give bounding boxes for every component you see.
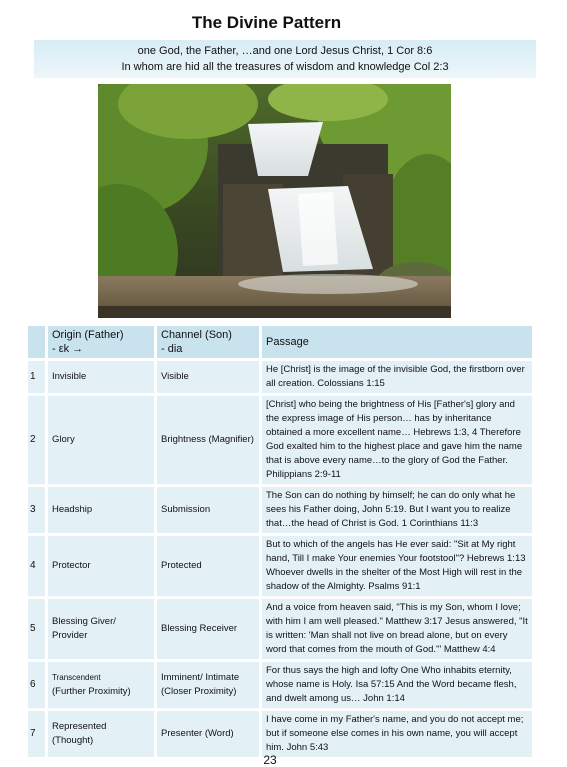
origin-cell [48,662,154,708]
row-number: 5 [28,599,45,659]
passage-cell: The Son can do nothing by himself; he can do only what he sees his Father doing, John 5:19. But I want you to realize that…the head of Christ is God. 1 Corinthians 11:3 [262,487,532,533]
channel-cell: Blessing Receiver [157,599,259,659]
passage-cell: For thus says the high and lofty One Who inhabits eternity, whose name is Holy. Isa 57:15 And the Word became flesh, and dwelt among us… John 1:14 [262,662,532,708]
header-channel-sub: - dia [161,343,183,355]
origin-cell: Headship [48,487,154,533]
waterfall-illustration [98,84,451,318]
origin-cell: Blessing Giver/ Provider [48,599,154,659]
row-number: 2 [28,396,45,484]
channel-cell: Submission [157,487,259,533]
header-passage: Passage [262,326,532,358]
channel-cell: Visible [157,361,259,393]
header-origin-sub: - εk → [52,343,84,355]
header-channel-label: Channel (Son) [161,329,232,341]
header-origin [48,326,154,358]
origin-cell-small: Transcendent [52,673,101,682]
table-row [28,487,532,533]
page-number: 23 [263,753,277,767]
page-title: The Divine Pattern [191,13,342,32]
row-number: 6 [28,662,45,708]
passage-cell: But to which of the angels has He ever said: "Sit at My right hand, Till I make Your enemies Your footstool"? Hebrews 1:13 Whoever dwells in the shelter of the Most High will rest in the shadow of the Almighty. Psalms 91:1 [262,536,532,596]
table-row [28,361,532,393]
row-number: 3 [28,487,45,533]
header-origin-label: Origin (Father) [52,329,124,341]
passage-cell: [Christ] who being the brightness of His [Father's] glory and the express image of His person… has by inheritance obtained a more excellent name… Hebrews 1:3, 4 Therefore God exalted him to the highest place and gave him the name that is above every name…to the glory of God the Father. Philippians 2:9-11 [262,396,532,484]
row-number: 4 [28,536,45,596]
subtitle-band [34,40,536,78]
table-header-row [28,326,532,358]
channel-cell: Brightness (Magnifier) [157,396,259,484]
origin-cell: Represented (Thought) [48,711,154,757]
channel-cell: Presenter (Word) [157,711,259,757]
table-row [28,662,532,708]
table-row [28,711,532,757]
header-channel [157,326,259,358]
passage-cell: He [Christ] is the image of the invisible God, the firstborn over all creation. Colossians 1:15 [262,361,532,393]
channel-cell: Protected [157,536,259,596]
subtitle-line-1: one God, the Father, …and one Lord Jesus Christ, 1 Cor 8:6 [137,45,433,57]
row-number: 7 [28,711,45,757]
divine-pattern-table [25,323,535,760]
subtitle-line-2: In whom are hid all the treasures of wisdom and knowledge Col 2:3 [121,61,449,73]
table-row [28,599,532,659]
waterfall-photo [98,84,451,318]
origin-cell: Invisible [48,361,154,393]
passage-cell: I have come in my Father's name, and you do not accept me; but if someone else comes in his own name, you will accept him. John 5:43 [262,711,532,757]
origin-cell-sub: (Further Proximity) [52,686,131,697]
header-num-cell [28,326,45,358]
row-number: 1 [28,361,45,393]
table-row [28,396,532,484]
origin-cell: Glory [48,396,154,484]
passage-cell: And a voice from heaven said, "This is my Son, whom I love; with him I am well pleased." Matthew 3:17 Jesus answered, "It is written: 'Man shall not live on bread alone, but on every word that comes from the mouth of God.'" Matthew 4:4 [262,599,532,659]
table-row [28,536,532,596]
origin-cell: Protector [48,536,154,596]
channel-cell: Imminent/ Intimate (Closer Proximity) [157,662,259,708]
